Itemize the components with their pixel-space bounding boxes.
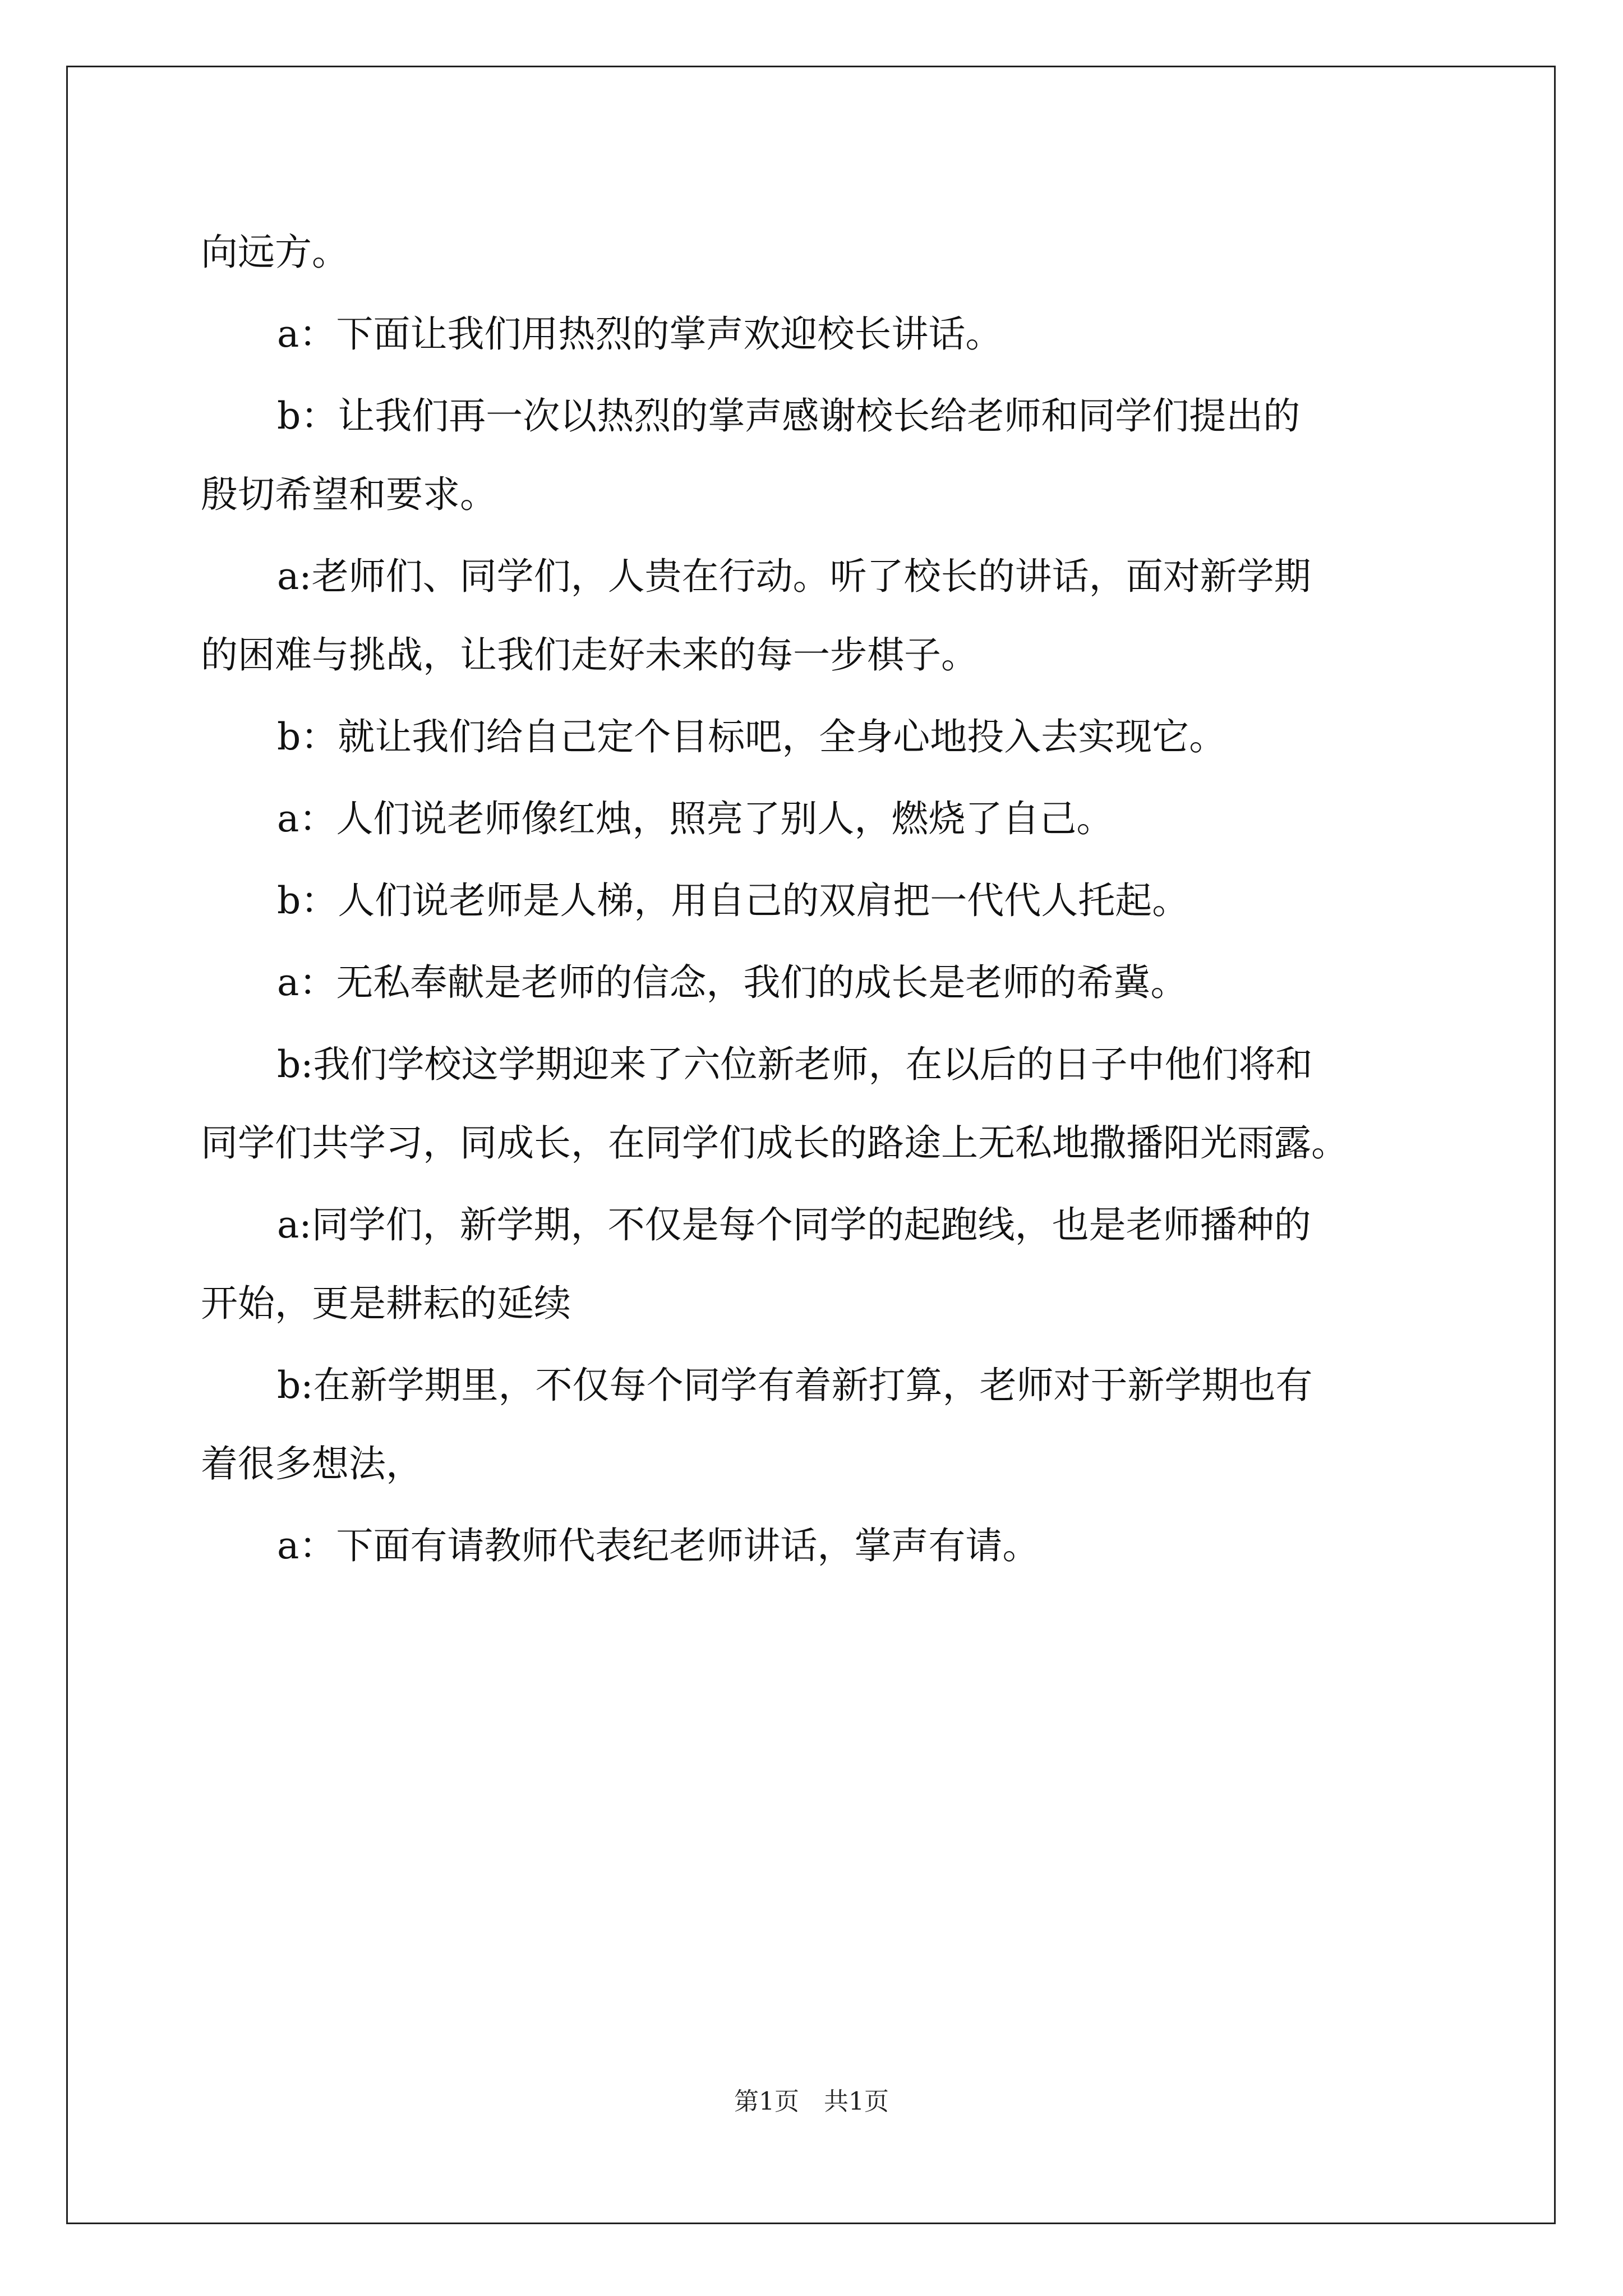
paragraph-line: 的困难与挑战，让我们走好未来的每一步棋子。 xyxy=(201,633,978,677)
page-number-footer: 第1页 共1页 xyxy=(734,2087,889,2116)
paragraph-line: b：就让我们给自己定个目标吧，全身心地投入去实现它。 xyxy=(277,715,1227,758)
paragraph xyxy=(201,213,1435,292)
paragraph-line: b:我们学校这学期迎来了六位新老师，在以后的日子中他们将和 xyxy=(277,1043,1313,1086)
document-body xyxy=(201,213,1435,1589)
paragraph-line: a:同学们，新学期，不仅是每个同学的起跑线，也是老师播种的 xyxy=(277,1203,1311,1246)
paragraph-line: 殷切希望和要求。 xyxy=(201,473,497,516)
paragraph xyxy=(201,1507,1435,1585)
paragraph xyxy=(201,537,1435,694)
paragraph xyxy=(201,377,1435,534)
paragraph xyxy=(201,1025,1435,1182)
paragraph xyxy=(201,780,1435,858)
paragraph-line: a：下面有请教师代表纪老师讲话，掌声有请。 xyxy=(277,1524,1040,1567)
paragraph-line: b：人们说老师是人梯，用自己的双肩把一代代人托起。 xyxy=(277,879,1189,922)
paragraph xyxy=(201,698,1435,776)
paragraph-line: b:在新学期里，不仅每个同学有着新打算，老师对于新学期也有 xyxy=(277,1364,1313,1407)
paragraph-line: 着很多想法， xyxy=(201,1442,423,1485)
paragraph-line: a：下面让我们用热烈的掌声欢迎校长讲话。 xyxy=(277,312,1003,356)
paragraph xyxy=(201,1346,1435,1503)
paragraph xyxy=(201,1186,1435,1343)
paragraph xyxy=(201,862,1435,940)
paragraph-line: 开始，更是耕耘的延续 xyxy=(201,1282,571,1325)
paragraph xyxy=(201,295,1435,374)
paragraph-line: a：无私奉献是老师的信念，我们的成长是老师的希冀。 xyxy=(277,961,1188,1004)
paragraph xyxy=(201,944,1435,1022)
paragraph-line: a：人们说老师像红烛，照亮了别人，燃烧了自己。 xyxy=(277,797,1114,840)
paragraph-line: 向远方。 xyxy=(201,231,349,274)
paragraph-line: a:老师们、同学们，人贵在行动。听了校长的讲话，面对新学期 xyxy=(277,555,1311,598)
paragraph-line: 同学们共学习，同成长，在同学们成长的路途上无私地撒播阳光雨露。 xyxy=(201,1121,1348,1165)
paragraph-line: b：让我们再一次以热烈的掌声感谢校长给老师和同学们提出的 xyxy=(277,394,1301,438)
